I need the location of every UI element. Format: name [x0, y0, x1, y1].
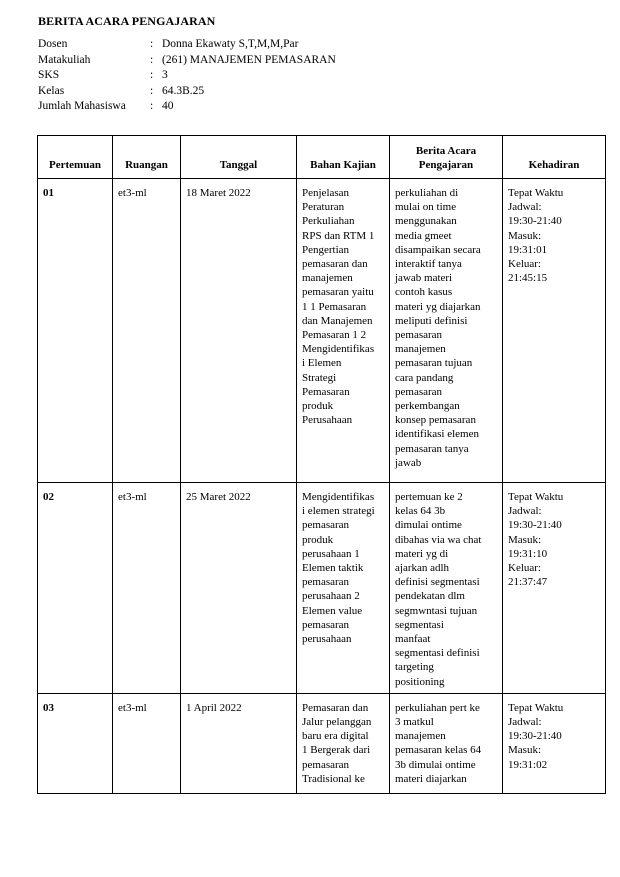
meta-label: Dosen: [38, 38, 68, 50]
meta-row-sks: [38, 69, 336, 85]
header-ruangan: Ruangan: [113, 136, 181, 179]
cell-ruangan: et3-ml: [113, 483, 181, 694]
document-title: BERITA ACARA PENGAJARAN: [38, 14, 216, 28]
cell-pertemuan: 01: [38, 179, 113, 483]
meta-value: Donna Ekawaty S,T,M,M,Par: [162, 38, 299, 50]
meta-row-dosen: [38, 38, 336, 54]
header-bahan-kajian: Bahan Kajian: [297, 136, 390, 179]
meta-value: 64.3B.25: [162, 84, 205, 97]
meta-label: Kelas: [38, 84, 65, 97]
cell-pertemuan: 03: [38, 693, 113, 793]
meta-colon: :: [150, 69, 154, 81]
meta-row-matakuliah: [38, 54, 336, 70]
meta-colon: :: [150, 84, 154, 97]
cell-berita-acara: perkuliahan pert ke 3 matkul manajemen pemasaran kelas 64 3b dimulai ontime materi diajarkan: [390, 693, 503, 793]
cell-berita-acara: pertemuan ke 2 kelas 64 3b dimulai ontime dibahas via wa chat materi yg di ajarkan adlh definisi segmentasi pendekatan dlm segmwntasi tujuan segmentasi manfaat segmentasi definisi targeting positioning: [390, 483, 503, 694]
meta-value: (261) MANAJEMEN PEMASARAN: [162, 53, 336, 66]
cell-kehadiran: Tepat Waktu Jadwal: 19:30-21:40 Masuk: 19:31:10 Keluar: 21:37:47: [503, 483, 606, 694]
meta-value: 40: [162, 100, 174, 112]
cell-pertemuan: 02: [38, 483, 113, 694]
meta-label: SKS: [38, 69, 60, 81]
teaching-record-table: [37, 135, 606, 794]
meta-colon: :: [150, 38, 154, 50]
meta-value: 3: [162, 69, 168, 81]
cell-bahan-kajian: Penjelasan Peraturan Perkuliahan RPS dan RTM 1 Pengertian pemasaran dan manajemen pemasaran yaitu 1 1 Pemasaran dan Manajemen Pemasaran 1 2 Mengidentifikas i Elemen Strategi Pemasaran produk Perusahaan: [297, 179, 390, 483]
meta-colon: :: [150, 53, 154, 66]
cell-ruangan: et3-ml: [113, 693, 181, 793]
header-tanggal: Tanggal: [181, 136, 297, 179]
course-info: [38, 38, 336, 116]
table-row: [38, 693, 606, 793]
cell-kehadiran: Tepat Waktu Jadwal: 19:30-21:40 Masuk: 19:31:02: [503, 693, 606, 793]
cell-berita-acara: perkuliahan di mulai on time menggunakan media gmeet disampaikan secara interaktif tanya jawab materi contoh kasus materi yg diajarkan meliputi definisi pemasaran manajemen pemasaran tujuan cara pandang pemasaran perkembangan konsep pemasaran identifikasi elemen pemasaran tanya jawab: [390, 179, 503, 483]
meta-row-jumlah-mahasiswa: [38, 100, 336, 116]
table-row: [38, 483, 606, 694]
cell-tanggal: 1 April 2022: [181, 693, 297, 793]
meta-row-kelas: [38, 85, 336, 101]
meta-label: Jumlah Mahasiswa: [38, 100, 126, 112]
cell-tanggal: 18 Maret 2022: [181, 179, 297, 483]
cell-kehadiran: Tepat Waktu Jadwal: 19:30-21:40 Masuk: 19:31:01 Keluar: 21:45:15: [503, 179, 606, 483]
cell-tanggal: 25 Maret 2022: [181, 483, 297, 694]
meta-colon: :: [150, 100, 154, 112]
cell-ruangan: et3-ml: [113, 179, 181, 483]
cell-bahan-kajian: Pemasaran dan Jalur pelanggan baru era digital 1 Bergerak dari pemasaran Tradisional ke: [297, 693, 390, 793]
header-pertemuan: Pertemuan: [38, 136, 113, 179]
cell-bahan-kajian: Mengidentifikas i elemen strategi pemasaran produk perusahaan 1 Elemen taktik pemasaran perusahaan 2 Elemen value pemasaran perusahaan: [297, 483, 390, 694]
table-header-row: [38, 136, 606, 179]
header-kehadiran: Kehadiran: [503, 136, 606, 179]
table-row: [38, 179, 606, 483]
meta-label: Matakuliah: [38, 53, 91, 66]
header-berita-acara: Berita Acara Pengajaran: [390, 136, 503, 179]
